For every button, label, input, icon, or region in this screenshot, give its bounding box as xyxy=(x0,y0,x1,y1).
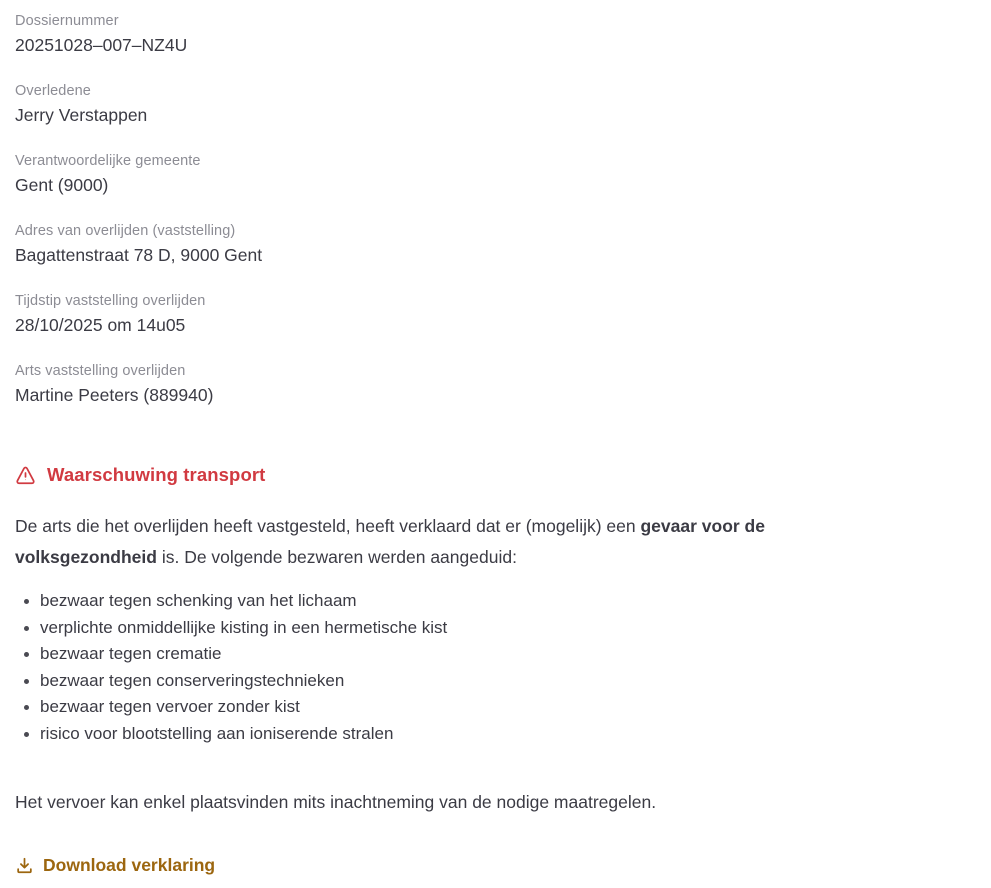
field-value: Bagattenstraat 78 D, 9000 Gent xyxy=(15,245,263,265)
transport-warning-section xyxy=(15,463,951,880)
field-arts-vaststelling xyxy=(15,362,951,407)
objection-item: risico voor blootstelling aan ioniserende stralen xyxy=(15,721,951,748)
transport-closing-note: Het vervoer kan enkel plaatsvinden mits inachtneming van de nodige maatregelen. xyxy=(15,792,657,812)
field-value: 20251028–007–NZ4U xyxy=(15,35,188,55)
field-tijdstip-vaststelling xyxy=(15,292,951,337)
field-label: Adres van overlijden (vaststelling) xyxy=(15,223,236,239)
objection-item: verplichte onmiddellijke kisting in een hermetische kist xyxy=(15,615,951,642)
field-value: Jerry Verstappen xyxy=(15,105,148,125)
field-label: Tijdstip vaststelling overlijden xyxy=(15,293,206,309)
field-label: Dossiernummer xyxy=(15,13,119,29)
field-label: Arts vaststelling overlijden xyxy=(15,363,186,379)
field-label: Verantwoordelijke gemeente xyxy=(15,153,201,169)
field-value: Gent (9000) xyxy=(15,175,109,195)
warning-title: Waarschuwing transport xyxy=(47,464,266,485)
warning-header xyxy=(15,463,951,487)
objection-item: bezwaar tegen vervoer zonder kist xyxy=(15,694,951,721)
objection-item: bezwaar tegen crematie xyxy=(15,641,951,668)
field-dossiernummer xyxy=(15,12,951,57)
objection-item: bezwaar tegen schenking van het lichaam xyxy=(15,588,951,615)
field-value: 28/10/2025 om 14u05 xyxy=(15,315,186,335)
warning-intro-text-after: is. De volgende bezwaren werden aangeduid: xyxy=(156,547,517,567)
field-adres-van-overlijden xyxy=(15,222,951,267)
field-label: Overledene xyxy=(15,83,91,99)
objection-list xyxy=(15,588,951,747)
warning-triangle-icon xyxy=(15,465,36,486)
download-link-label: Download verklaring xyxy=(43,855,216,875)
field-overledene xyxy=(15,82,951,127)
field-value: Martine Peeters (889940) xyxy=(15,385,214,405)
warning-intro-text: De arts die het overlijden heeft vastgesteld, heeft verklaard dat er (mogelijk) een xyxy=(15,516,641,536)
warning-intro-bold: gevaar voor de volksgezondheid xyxy=(15,516,765,567)
field-verantwoordelijke-gemeente xyxy=(15,152,951,197)
download-verklaring-link[interactable] xyxy=(15,855,215,876)
download-icon xyxy=(15,856,34,875)
objection-item: bezwaar tegen conserveringstechnieken xyxy=(15,668,951,695)
warning-intro xyxy=(15,511,951,573)
